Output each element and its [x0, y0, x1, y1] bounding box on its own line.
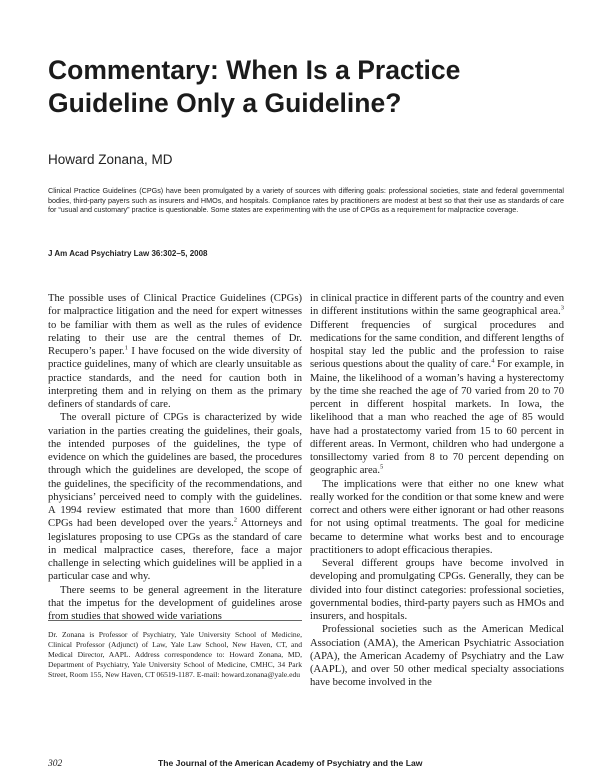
journal-name-footer: The Journal of the American Academy of Psychiatry and the Law	[158, 758, 423, 768]
body-paragraph-4	[310, 292, 564, 478]
citation: J Am Acad Psychiatry Law 36:302–5, 2008	[48, 249, 208, 258]
body-column-right	[310, 292, 564, 690]
paragraph-text: I have focused on the wide diversity of practice guidelines, many of which are clearly unsuitable as practice standards, and the need for caution both in interpreting them and in relying on them as the primary definers of standards of care.	[48, 346, 302, 410]
reference-mark[interactable]: 5	[380, 463, 384, 471]
author-footnote: Dr. Zonana is Professor of Psychiatry, Yale University School of Medicine, Clinical Professor (Adjunct) of Law, Yale Law School, New Haven, CT, and Medical Director, AAPL. Address correspondence to: Howard Zonana, MD, Department of Psychiatry, Yale University School of Medicine, CMHC, 34 Park Street, Room 155, New Haven, CT 06519-1187. E-mail: howard.zonana@yale.edu	[48, 630, 302, 679]
paragraph-text: The overall picture of CPGs is characterized by wide variation in the parties creating the guidelines, their goals, the intended purposes of the guidelines, the type of evidence on which the guidelines are based, the procedures through which the guidelines are developed, the scope of the guidelines, the specificity of the recommendations, and physicians’ perceived need to comply with the guidelines. A 1994 review estimated that more than 1600 different CPGs had been developed over the years.	[48, 412, 302, 530]
abstract: Clinical Practice Guidelines (CPGs) have been promulgated by a variety of sources with differing goals: professional societies, state and federal governmental bodies, third-party payers such as insurers and HMOs, and hospitals. Compliance rates by practitioners are modest at best so that their use as standards of care for “usual and customary” practice is questionable. Some states are experimenting with the use of CPGs as a requirement for malpractice coverage.	[48, 186, 564, 215]
body-paragraph-6: Several different groups have become involved in developing and promulgating CPGs. Generally, they can be divided into four distinct categories: professional societies, governmental bodies, third-party payers such as HMOs and insurers, and hospitals.	[310, 558, 564, 622]
reference-mark[interactable]: 4	[491, 357, 495, 365]
page-number: 302	[48, 759, 63, 769]
reference-mark[interactable]: 1	[124, 344, 128, 352]
footnote-divider	[48, 620, 302, 621]
author-name: Howard Zonana, MD	[48, 152, 173, 167]
body-paragraph-1	[48, 292, 302, 411]
paragraph-text: Different frequencies of surgical procedures and medications for the same condition, and different lengths of hospital stay led the public and the profession to raise serious questions about the quality of care.	[310, 319, 564, 371]
paragraph-text: in clinical practice in different parts of the country and even in different institutions within the same geographical area.	[310, 293, 564, 318]
reference-mark[interactable]: 3	[560, 304, 564, 312]
body-column-left	[48, 292, 302, 623]
paragraph-text: For example, in Maine, the likelihood of a woman’s having a hysterectomy by the time she reached the age of 70 varied from 20 to 70 percent in different hospital markets. In Iowa, the likelihood that a man who reached the age of 85 would have had a prostatectomy varied from 15 to 60 percent in different areas. In Vermont, children who had undergone a tonsillectomy varied from 8 to 70 percent depending on geographic area.	[310, 359, 564, 477]
title-line-2: Guideline Only a Guideline?	[48, 88, 402, 118]
title-line-1: Commentary: When Is a Practice	[48, 55, 461, 85]
reference-mark[interactable]: 2	[233, 516, 238, 524]
body-paragraph-5: The implications were that either no one knew what really worked for the condition or that some knew and were correct and others were either ignorant or had other reasons for not using optimal treatments. The goal for medicine became to determine what works best and to encourage practitioners to adopt efficacious therapies.	[310, 478, 564, 556]
article-title	[48, 54, 568, 120]
body-paragraph-2	[48, 411, 302, 583]
body-paragraph-7: Professional societies such as the American Medical Association (AMA), the American Psychiatric Association (APA), the American Academy of Psychiatry and the Law (AAPL), and over 50 other medical specialty associations have become involved in the	[310, 624, 564, 689]
paragraph-text: The possible uses of Clinical Practice Guidelines (CPGs) for malpractice litigation and the need for expert witnesses to be familiar with them as well as the rules of evidence relating to their use are the central themes of Dr. Recupero’s paper.	[48, 293, 302, 357]
paragraph-text: Attorneys and legislatures proposing to use CPGs as the standard of care in medical malpractice cases, therefore, face a major challenge in selecting which guidelines will be applied in a particular case and why.	[48, 518, 302, 583]
body-paragraph-3: There seems to be general agreement in the literature that the impetus for the development of guidelines arose from studies that showed wide variations	[48, 584, 302, 622]
